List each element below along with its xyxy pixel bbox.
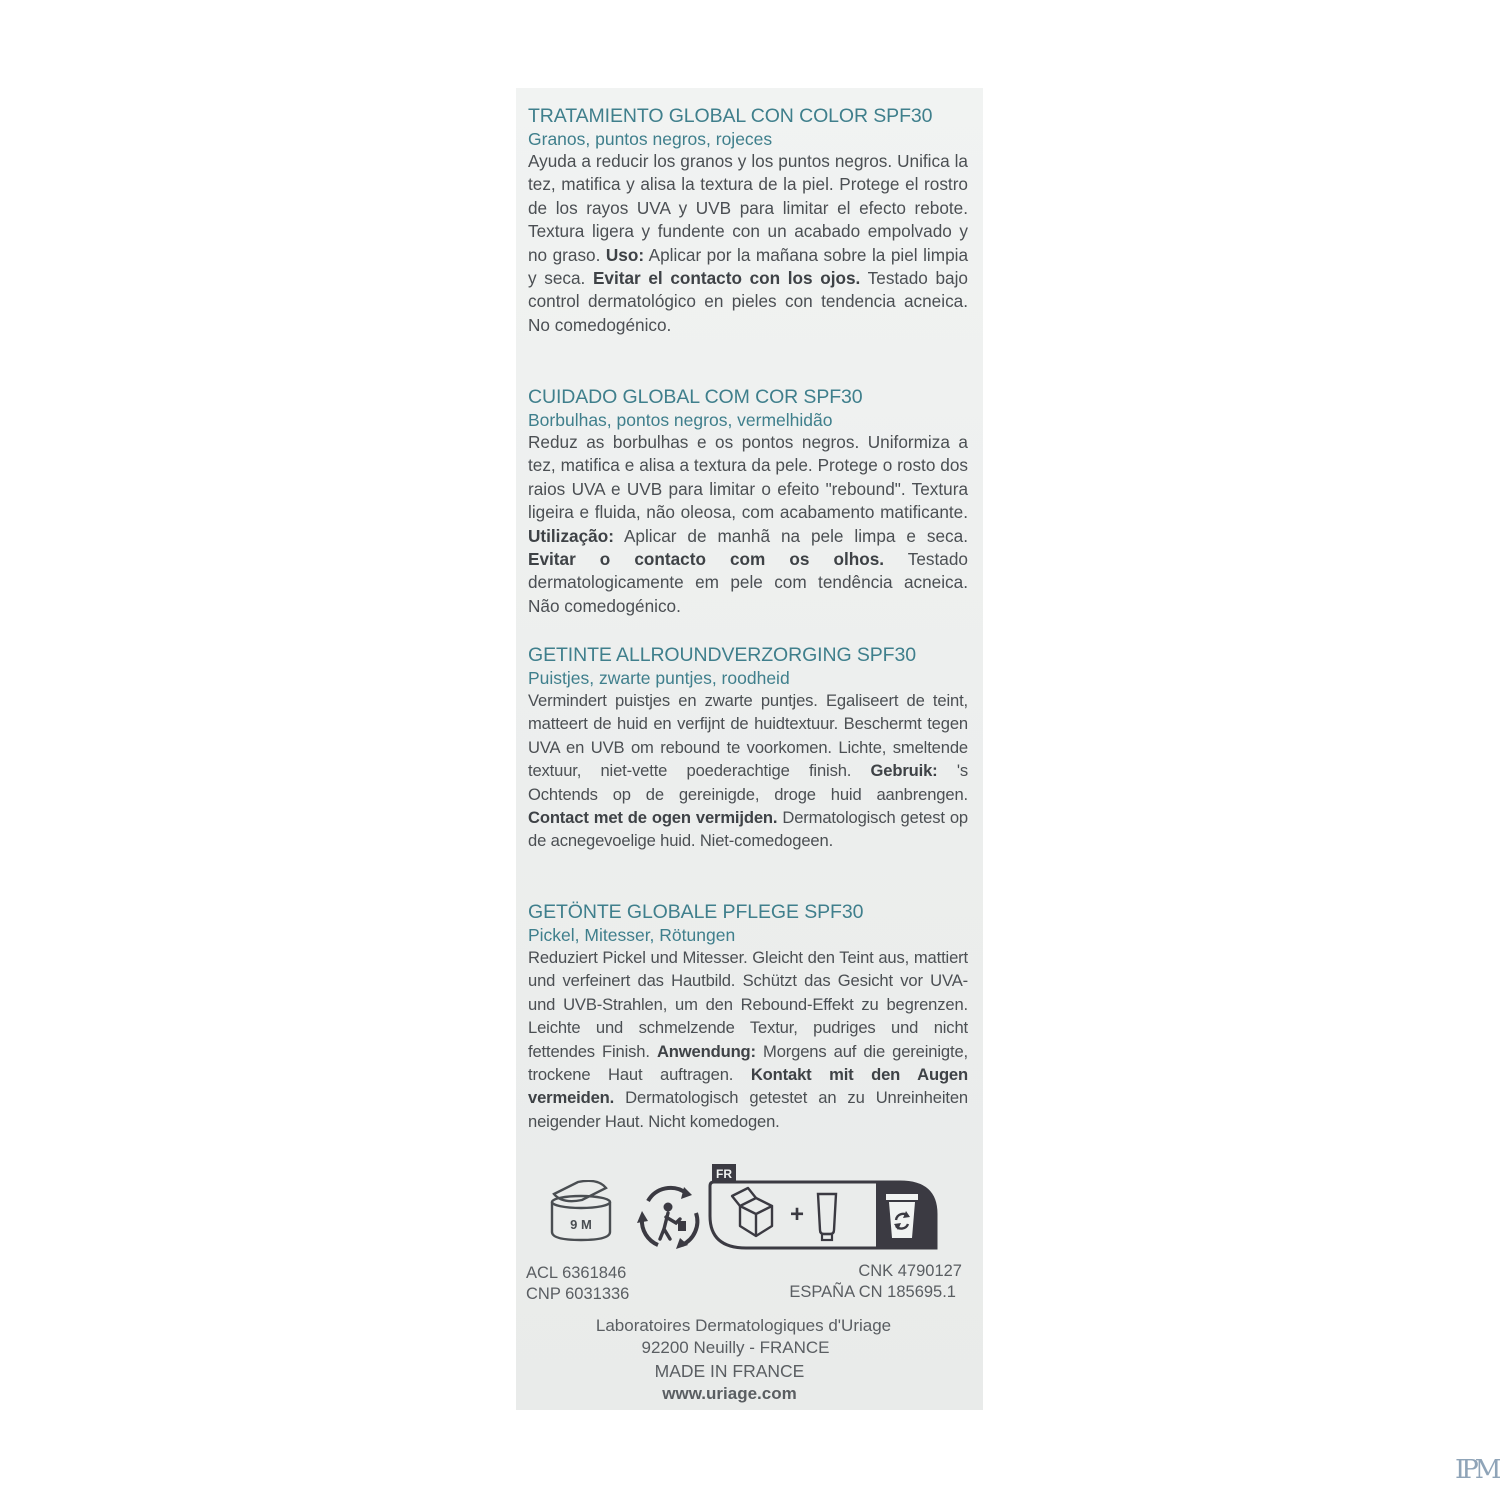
svg-text:FR: FR: [716, 1167, 732, 1181]
section-body: Vermindert puistjes en zwarte puntjes. Egaliseert de teint, matteert de huid en verfijnt de huidtextuur. Beschermt tegen UVA en UVB om rebound te voorkomen. Lichte, smeltende textuur, niet-vette poederachtige finish. Gebruik: 's Ochtends op de gereinigde, droge huid aanbrengen. Contact met de ogen vermijden. Dermatologisch getest op de acnegevoelige huid. Niet-comedogeen.: [528, 691, 969, 851]
tube-icon: [818, 1194, 836, 1240]
cnk-code: CNK 4790127: [858, 1262, 962, 1280]
section-body: Reduz as borbulhas e os pontos negros. Uniformiza a tez, matifica e alisa a textura da pele. Protege o rosto dos raios UVA e UVB para limitar o efeito "rebound". Textura ligeira e fluida, não oleosa, com acabamento matificante. Utilização: Aplicar de manhã na pele limpa e seca. Evitar o contacto com os olhos. Testado dermatologicamente em pele com tendência acneica. Não comedogénico.: [528, 432, 968, 616]
section-german: [528, 900, 968, 1133]
website-link[interactable]: www.uriage.com: [662, 1384, 797, 1403]
watermark-logo: IPM: [1455, 1455, 1498, 1485]
recycle-person-icon: [634, 1183, 704, 1253]
section-portuguese: [528, 385, 968, 618]
section-subtitle: Pickel, Mitesser, Rötungen: [528, 925, 736, 945]
spain-cn-code: ESPAÑA CN 185695.1: [789, 1283, 956, 1301]
manufacturer-city: 92200 Neuilly - FRANCE: [641, 1338, 830, 1357]
section-title: CUIDADO GLOBAL COM COR SPF30: [528, 386, 863, 408]
section-title: TRATAMIENTO GLOBAL CON COLOR SPF30: [528, 105, 933, 127]
svg-text:+: +: [789, 1201, 805, 1228]
section-title: GETÖNTE GLOBALE PFLEGE SPF30: [528, 901, 864, 923]
box-icon: [732, 1188, 772, 1236]
manufacturer-name: Laboratoires Dermatologiques d'Uriage: [595, 1316, 892, 1335]
made-in-label: MADE IN FRANCE: [654, 1361, 805, 1381]
section-title: GETINTE ALLROUNDVERZORGING SPF30: [528, 644, 916, 666]
section-body: Ayuda a reducir los granos y los puntos negros. Unifica la tez, matifica y alisa la textura de la piel. Protege el rostro de los rayos UVA y UVB para limitar el efecto rebote. Textura ligera y fundente con un acabado empolvado y no graso. Uso: Aplicar por la mañana sobre la piel limpia y seca. Evitar el contacto con los ojos. Testado bajo control dermatológico en pieles con tendencia acneica. No comedogénico.: [528, 151, 969, 335]
section-dutch: [528, 643, 968, 853]
section-subtitle: Borbulhas, pontos negros, vermelhidão: [528, 410, 833, 430]
open-jar-icon: [548, 1180, 614, 1242]
section-subtitle: Granos, puntos negros, rojeces: [528, 129, 773, 149]
svg-text:9 M: 9 M: [570, 1217, 592, 1232]
section-spanish: [528, 104, 968, 337]
triman-sorting-info: [706, 1164, 940, 1250]
acl-code: ACL 6361846: [526, 1264, 627, 1282]
section-body: Reduziert Pickel und Mitesser. Gleicht den Teint aus, mattiert und verfeinert das Hautbild. Schützt das Gesicht vor UVA- und UVB-Strahlen, um den Rebound-Effekt zu begrenzen. Leichte und schmelzende Textur, pudriges und nicht fettendes Finish. Anwendung: Morgens auf die gereinigte, trockene Haut auftragen. Kontakt mit den Augen vermeiden. Dermatologisch getestet an zu Unreinheiten neigender Haut. Nicht komedogen.: [528, 948, 968, 1131]
section-subtitle: Puistjes, zwarte puntjes, roodheid: [528, 668, 790, 688]
cnp-code: CNP 6031336: [526, 1285, 630, 1303]
